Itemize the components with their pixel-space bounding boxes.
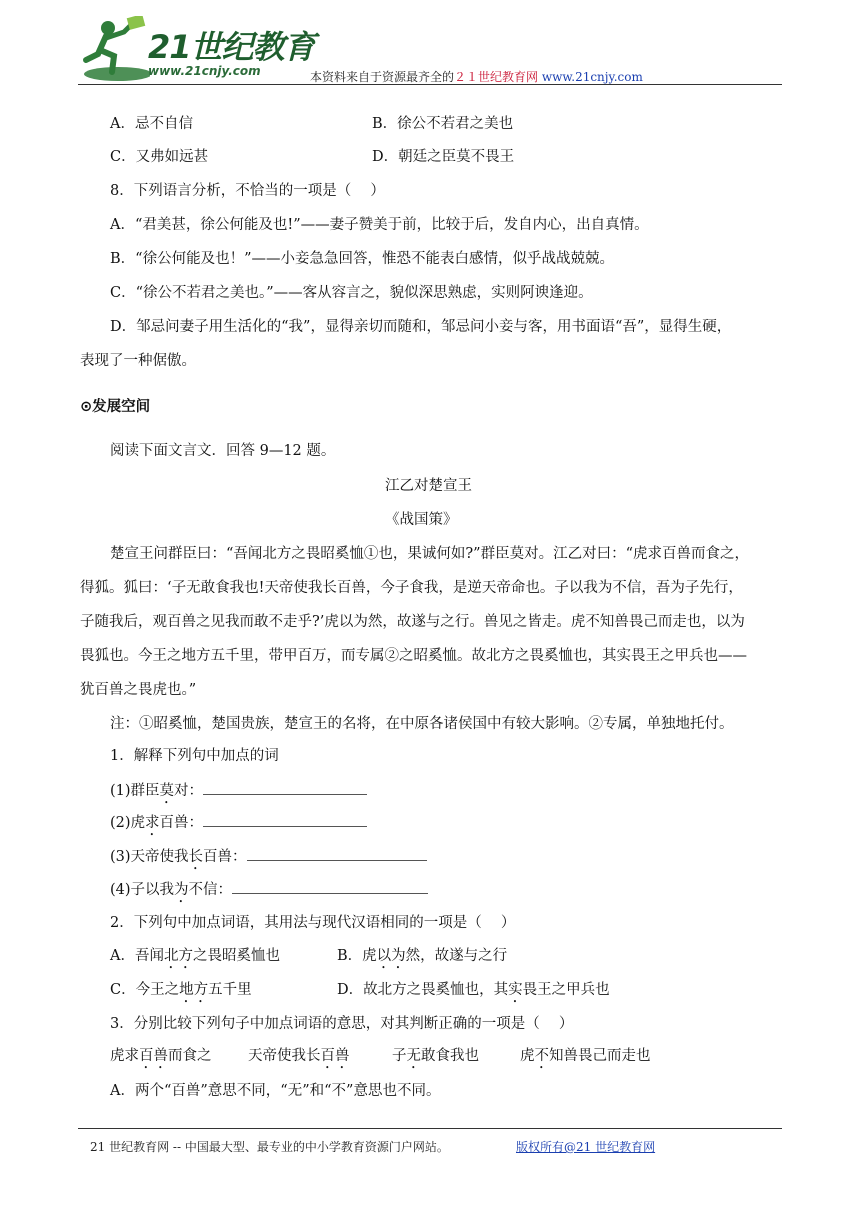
item-prefix: (2)虎 xyxy=(110,815,146,831)
sentence-pre: 子 xyxy=(392,1048,407,1064)
option-post: 五千里 xyxy=(208,982,252,998)
q8-option-d-line2: 表现了一种倨傲。 xyxy=(80,353,196,369)
dotted-word: 百兽 xyxy=(139,1048,168,1064)
q7-option-b: B．徐公不若君之美也 xyxy=(372,116,514,132)
passage-line: 楚宣王问群臣曰：“吾闻北方之畏昭奚恤①也，果诚何如?”群臣莫对。江乙对曰：“虎求百兽而食之， xyxy=(110,546,750,562)
option-post: 畏王之甲兵也 xyxy=(522,982,610,998)
sentence-pre: 天帝使我长 xyxy=(248,1048,321,1064)
passage-line: 畏狐也。今王之地方五千里，带甲百万，而专属②之昭奚恤。故北方之畏奚恤也，其实畏王之甲兵也—— xyxy=(80,648,747,664)
item-suffix: 百兽： xyxy=(159,815,204,831)
q7-option-c: C．又弗如远甚 xyxy=(110,149,209,165)
item-prefix: (3)天帝使我 xyxy=(110,849,189,865)
q7-option-d: D．朝廷之臣莫不畏王 xyxy=(372,149,515,165)
site-logo[interactable] xyxy=(78,14,318,86)
q2-option-a xyxy=(110,945,280,972)
option-pre: B．虎 xyxy=(337,948,377,964)
footer-divider xyxy=(78,1128,782,1129)
q1-item-1 xyxy=(110,780,367,807)
q1-item-3 xyxy=(110,846,427,873)
dotted-word: 实 xyxy=(508,982,523,998)
section-title: ⊙发展空间 xyxy=(80,399,151,415)
passage-line: 得狐。狐曰：‘子无敢食我也!天帝使我长百兽，今子食我，是逆天帝命也。子以我为不信，吾为子先行， xyxy=(80,580,743,596)
option-post: 然，故遂与之行 xyxy=(405,948,508,964)
q7-option-a: A．忌不自信 xyxy=(110,116,193,132)
q1-item-4 xyxy=(110,879,428,906)
answer-blank[interactable] xyxy=(203,780,367,795)
passage-note: 注：①昭奚恤，楚国贵族，楚宣王的名将，在中原各诸侯国中有较大影响。②专属，单独地托付。 xyxy=(110,716,734,732)
q2-stem: 2．下列句中加点词语，其用法与现代汉语相同的一项是（ ） xyxy=(110,915,516,931)
q3-stem: 3．分别比较下列句子中加点词语的意思，对其判断正确的一项是（ ） xyxy=(110,1016,574,1032)
passage-source: 《战国策》 xyxy=(385,512,458,528)
dotted-word: 为 xyxy=(174,882,189,898)
item-prefix: (1)群臣 xyxy=(110,783,160,799)
dotted-word: 长 xyxy=(188,849,204,865)
q3-option-a: A．两个“百兽”意思不同，“无”和“不”意思也不同。 xyxy=(110,1083,441,1099)
sentence-post: 知兽畏己而走也 xyxy=(549,1048,651,1064)
dotted-word: 北方 xyxy=(163,948,193,964)
passage-title: 江乙对楚宣王 xyxy=(385,478,472,494)
q1-stem: 1．解释下列句中加点的词 xyxy=(110,748,279,764)
q8-option-a: A．“君美甚，徐公何能及也!”——妻子赞美于前，比较于后，发自内心，出自真情。 xyxy=(110,217,649,233)
option-pre: C．今王之 xyxy=(110,982,180,998)
notice-url-link[interactable]: www.21cnjy.com xyxy=(541,70,643,84)
page-header xyxy=(78,14,782,86)
q2-option-c xyxy=(110,979,252,1006)
sentence-pre: 虎 xyxy=(520,1048,535,1064)
option-pre: A．吾闻 xyxy=(110,948,164,964)
q3-sentence-1 xyxy=(110,1045,212,1072)
q8-option-d-line1: D．邹忌问妻子用生活化的“我”，显得亲切而随和，邹忌问小妾与客，用书面语“吾”，显得生硬， xyxy=(110,319,732,335)
header-notice xyxy=(310,68,643,85)
item-suffix: 百兽： xyxy=(203,849,247,865)
dotted-word: 不 xyxy=(534,1048,549,1064)
dotted-word: 百兽 xyxy=(320,1048,350,1064)
q8-option-b: B．“徐公何能及也！”——小妾急急回答，惟恐不能表白感情，似乎战战兢兢。 xyxy=(110,251,614,267)
sentence-post: 敢食我也 xyxy=(421,1048,479,1064)
logo-url: www.21cnjy.com xyxy=(148,64,261,78)
q2-option-b xyxy=(337,945,507,972)
header-divider xyxy=(78,84,782,85)
dotted-word: 地方 xyxy=(179,982,209,998)
option-pre: D．故北方之畏奚恤也，其 xyxy=(337,982,509,998)
footer-copyright-link[interactable]: 版权所有@21 世纪教育网 xyxy=(516,1140,656,1154)
passage-line: 子随我后，观百兽之见我而敢不走乎?’虎以为然，故遂与之行。兽见之皆走。虎不知兽畏己而走也，以为 xyxy=(80,614,745,630)
answer-blank[interactable] xyxy=(247,846,427,861)
sentence-pre: 虎求 xyxy=(110,1048,139,1064)
q8-stem: 8．下列语言分析，不恰当的一项是（ ） xyxy=(110,183,385,199)
answer-blank[interactable] xyxy=(203,812,367,827)
notice-prefix: 本资料来自于资源最齐全的 xyxy=(310,70,455,84)
logo-wordmark: 21世纪教育 xyxy=(148,28,315,66)
notice-site-link[interactable]: ２１世纪教育网 xyxy=(454,70,539,84)
answer-blank[interactable] xyxy=(232,879,428,894)
runner-icon xyxy=(78,16,150,84)
footer-tagline: 21 世纪教育网 -- 中国最大型、最专业的中小学教育资源门户网站。 xyxy=(90,1140,449,1154)
item-suffix: 对： xyxy=(174,783,204,799)
q3-sentence-2 xyxy=(248,1045,350,1072)
item-prefix: (4)子以我 xyxy=(110,882,175,898)
item-suffix: 不信： xyxy=(188,882,233,898)
q2-option-d xyxy=(337,979,610,1006)
q1-item-2 xyxy=(110,812,367,839)
q8-option-c: C．“徐公不若君之美也。”——客从容言之，貌似深思熟虑，实则阿谀逢迎。 xyxy=(110,285,593,301)
option-post: 之畏昭奚恤也 xyxy=(192,948,280,964)
q3-sentence-3 xyxy=(392,1045,479,1072)
section-intro: 阅读下面文言文．回答 9—12 题。 xyxy=(110,443,336,459)
dotted-word: 以为 xyxy=(376,948,406,964)
sentence-post: 而食之 xyxy=(168,1048,212,1064)
q3-sentence-4 xyxy=(520,1045,651,1072)
dotted-word: 莫 xyxy=(159,783,175,799)
dotted-word: 无 xyxy=(406,1048,421,1064)
dotted-word: 求 xyxy=(145,815,160,831)
passage-line: 犹百兽之畏虎也。” xyxy=(80,682,197,698)
